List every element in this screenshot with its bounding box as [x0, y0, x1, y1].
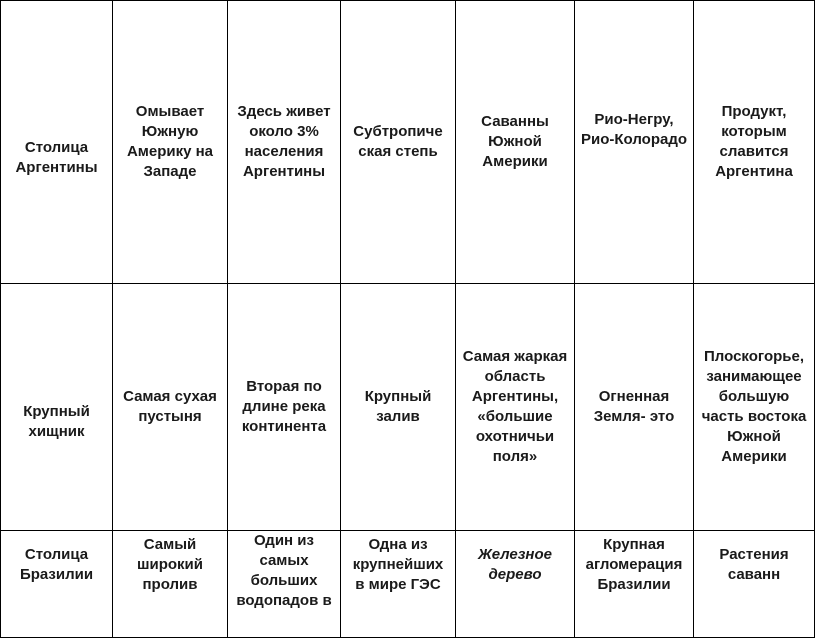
grid-cell	[456, 1, 575, 284]
cell-text: Самый широкий пролив	[137, 536, 203, 593]
cell-text: Крупный залив	[364, 388, 432, 425]
grid-cell	[1, 1, 113, 284]
cell-text: Рио-Негру, Рио-Колорадо	[581, 111, 688, 148]
grid-cell	[228, 284, 341, 531]
cell-text: Огненная Земля- это	[593, 388, 675, 425]
grid-cell	[228, 1, 341, 284]
grid-cell	[694, 1, 815, 284]
grid-cell	[113, 531, 228, 638]
cell-text: Крупная агломерация Бразилии	[585, 536, 683, 593]
grid-cell	[456, 284, 575, 531]
cell-text: Продукт, которым славится Аргентина	[715, 103, 793, 180]
table-row	[1, 531, 815, 638]
cell-text: Здесь живет около 3% населения Аргентины	[237, 103, 331, 180]
cell-text: Железное дерево	[478, 546, 552, 583]
cell-text: Саванны Южной Америки	[481, 113, 549, 170]
cell-text: Омывает Южную Америку на Западе	[126, 103, 214, 180]
cell-text: Субтропиче ская степь	[353, 123, 443, 160]
grid-cell	[694, 284, 815, 531]
cell-text: Один из самых больших водопадов в	[236, 532, 332, 609]
grid-cell	[341, 1, 456, 284]
cell-text: Столица Аргентины	[15, 139, 98, 176]
grid-cell	[341, 284, 456, 531]
grid-cell	[1, 284, 113, 531]
grid-cell	[1, 531, 113, 638]
cell-text: Самая сухая пустыня	[123, 388, 217, 425]
grid-cell	[113, 284, 228, 531]
grid-cell	[575, 284, 694, 531]
grid-cell	[341, 531, 456, 638]
grid-cell	[228, 531, 341, 638]
cell-text: Вторая по длине река континента	[241, 378, 327, 435]
cell-text: Растения саванн	[719, 546, 789, 583]
table-row	[1, 284, 815, 531]
grid-cell	[694, 531, 815, 638]
grid-cell	[575, 531, 694, 638]
grid-cell	[456, 531, 575, 638]
cell-text: Самая жаркая область Аргентины, «большие охотничьи поля»	[462, 348, 568, 465]
grid-cell	[575, 1, 694, 284]
grid-cell	[113, 1, 228, 284]
cell-text: Крупный хищник	[23, 403, 90, 440]
table-row	[1, 1, 815, 284]
cell-text: Столица Бразилии	[19, 546, 94, 583]
cell-text: Плоскогорье, занимающее большую часть востока Южной Америки	[701, 348, 807, 465]
cell-text: Одна из крупнейших в мире ГЭС	[352, 536, 444, 593]
